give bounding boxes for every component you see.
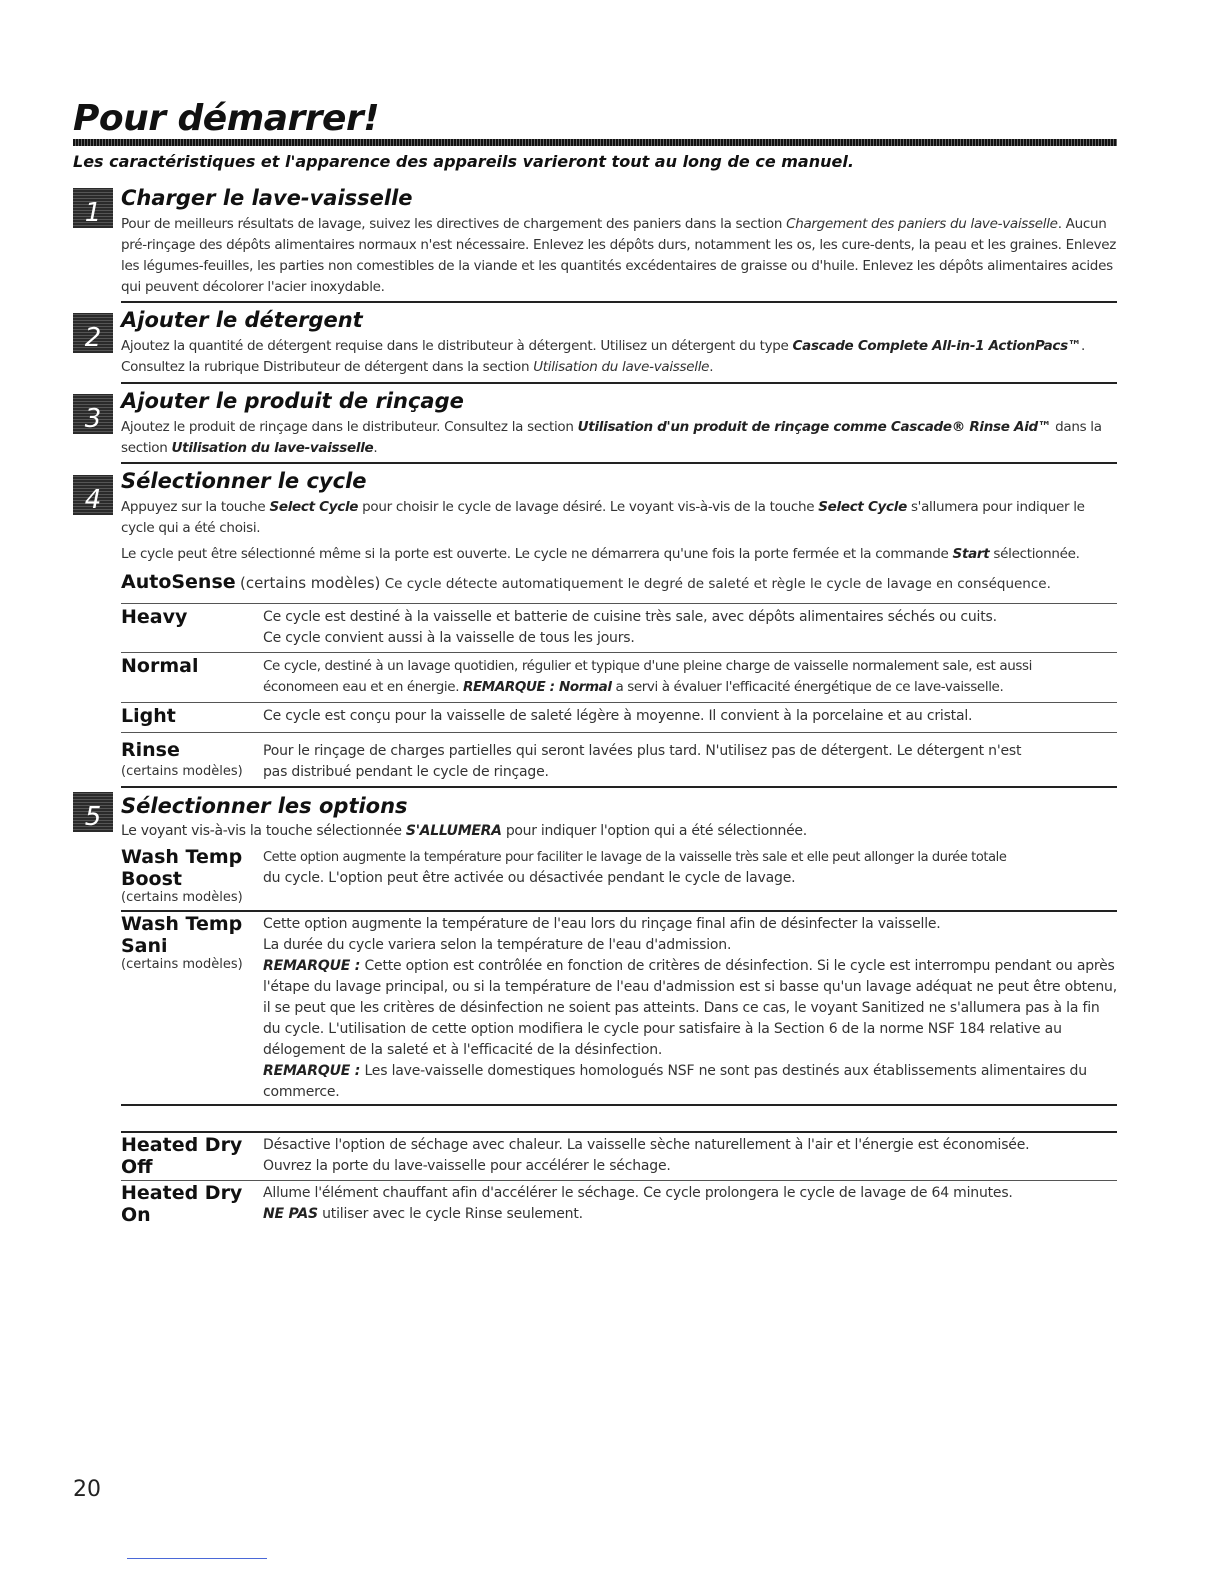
divider (121, 1180, 1117, 1181)
page-number: 20 (73, 1477, 101, 1502)
divider (121, 786, 1117, 788)
cycle-desc-normal: Ce cycle, destiné à un lavage quotidien, régulier et typique d'une pleine charge de vaisselle normalement sale, est aussi économeen eau et en énergie. REMARQUE : Normal a servi à évaluer l'efficacité énergétique de ce lave-vaisselle. (263, 658, 1032, 695)
step-title-3: Ajouter le produit de rinçage (121, 389, 464, 413)
option-name-wash-temp-boost: Wash Temp Boost (121, 846, 243, 890)
option-name-heated-dry-on: Heated Dry On (121, 1182, 243, 1226)
step-title-2: Ajouter le détergent (121, 308, 363, 332)
step-text-5: Le voyant vis-à-vis la touche sélectionnée S'ALLUMERA pour indiquer l'option qui a été sélectionnée. (121, 823, 807, 839)
step-number-5: 5 (73, 792, 113, 832)
option-desc-wash-temp-sani: Cette option augmente la température de l'eau lors du rinçage final afin de désinfecter la vaisselle. La durée du cycle variera selon la température de l'eau d'admission. REMARQUE : Cette option est contrôlée en fonction de critères de désinfection. Si le cycle est interrompu pendant ou après l'étape du lavage principal, ou si la température de l'eau d'admission est si basse qu'un lavage adéquat ne peut être obtenu, il se peut que les critères de désinfection ne soient pas atteints. Dans ce cas, le voyant Sanitized ne s'allumera pas à la fin du cycle. L'utilisation de cette option modifiera le cycle pour satisfaire à la Section 6 de la norme NSF 184 relative au délogement de la saleté et à l'efficacité de la désinfection. REMARQUE : Les lave-vaisselle domestiques homologués NSF ne sont pas destinés aux établissements alimentaires du commerce. (263, 916, 1117, 1100)
step-text-4b: Le cycle peut être sélectionné même si la porte est ouverte. Le cycle ne démarrera qu'une fois la porte fermée et la commande Start sélectionnée. (121, 546, 1080, 562)
cycle-qualifier-rinse: (certains modèles) (121, 764, 243, 779)
step-number-3: 3 (73, 394, 113, 434)
footer-link-line[interactable] (127, 1558, 267, 1559)
option-desc-heated-dry-off: Désactive l'option de séchage avec chaleur. La vaisselle sèche naturellement à l'air et l'énergie est économisée. Ouvrez la porte du lave-vaisselle pour accélérer le séchage. (263, 1137, 1030, 1174)
step-text-1: Pour de meilleurs résultats de lavage, suivez les directives de chargement des paniers dans la section Chargement des paniers du lave-vaisselle. Aucun pré-rinçage des dépôts alimentaires normaux n'est nécessaire. Enlevez les dépôts durs, notamment les os, les cure-dents, la peau et les graines. Enlevez les légumes-feuilles, les parties non comestibles de la viande et les quantités excédentaires de graisse ou d'huile. Enlevez les dépôts alimentaires acides qui peuvent décolorer l'acier inoxydable. (121, 216, 1117, 295)
step-number-4: 4 (73, 475, 113, 515)
step-number-2: 2 (73, 313, 113, 353)
autosense-qualifier: (certains modèles) (239, 574, 381, 592)
step-number-1: 1 (73, 188, 113, 228)
cycle-name-light: Light (121, 705, 176, 727)
divider (121, 301, 1117, 303)
divider (121, 462, 1117, 464)
option-qualifier-sani: (certains modèles) (121, 957, 243, 972)
cycle-name-rinse: Rinse (121, 739, 180, 761)
divider (121, 732, 1117, 733)
divider (121, 910, 1117, 912)
divider (121, 652, 1117, 653)
autosense-title: AutoSense (121, 571, 236, 593)
option-name-heated-dry-off: Heated Dry Off (121, 1134, 243, 1178)
step-title-1: Charger le lave-vaisselle (121, 186, 413, 210)
step-title-5: Sélectionner les options (121, 794, 408, 818)
step-text-4: Appuyez sur la touche Select Cycle pour choisir le cycle de lavage désiré. Le voyant vis-à-vis de la touche Select Cycle s'allumera pour indiquer le cycle qui a été choisi. (121, 499, 1085, 536)
option-name-wash-temp-sani: Wash Temp Sani (121, 913, 243, 957)
cycle-name-normal: Normal (121, 655, 199, 677)
step-text-3: Ajoutez le produit de rinçage dans le distributeur. Consultez la section Utilisation d'un produit de rinçage comme Cascade® Rinse Aid™ dans la section Utilisation du lave-vaisselle. (121, 419, 1102, 456)
page-title: Pour démarrer! (73, 98, 380, 139)
option-desc-heated-dry-on: Allume l'élément chauffant afin d'accélérer le séchage. Ce cycle prolongera le cycle de lavage de 64 minutes. NE PAS utiliser avec le cycle Rinse seulement. (263, 1185, 1013, 1222)
step-title-4: Sélectionner le cycle (121, 469, 367, 493)
autosense-line (121, 571, 1051, 593)
cycle-desc-heavy: Ce cycle est destiné à la vaisselle et batterie de cuisine très sale, avec dépôts alimentaires séchés ou cuits. Ce cycle convient aussi à la vaisselle de tous les jours. (263, 609, 997, 646)
cycle-desc-light: Ce cycle est conçu pour la vaisselle de saleté légère à moyenne. Il convient à la porcelaine et au cristal. (263, 708, 973, 724)
divider (121, 382, 1117, 384)
divider (121, 1131, 1117, 1133)
option-qualifier-boost: (certains modèles) (121, 890, 243, 905)
divider (121, 702, 1117, 703)
cycle-desc-rinse: Pour le rinçage de charges partielles qui seront lavées plus tard. N'utilisez pas de détergent. Le détergent n'est pas distribué pendant le cycle de rinçage. (263, 743, 1022, 780)
option-desc-wash-temp-boost: Cette option augmente la température pour faciliter le lavage de la vaisselle très sale et elle peut allonger la durée totale du cycle. L'option peut être activée ou désactivée pendant le cycle de lavage. (263, 850, 1007, 886)
autosense-text: Ce cycle détecte automatiquement le degré de saleté et règle le cycle de lavage en conséquence. (384, 576, 1051, 592)
divider (121, 603, 1117, 604)
step-text-2: Ajoutez la quantité de détergent requise dans le distributeur à détergent. Utilisez un détergent du type Cascade Complete All-in-1 ActionPacs™. Consultez la rubrique Distributeur de détergent dans la section Utilisation du lave-vaisselle. (121, 338, 1086, 375)
title-rule (73, 139, 1117, 146)
cycle-name-heavy: Heavy (121, 606, 188, 628)
divider (121, 1104, 1117, 1106)
page-subtitle: Les caractéristiques et l'apparence des appareils varieront tout au long de ce manuel. (73, 152, 854, 171)
